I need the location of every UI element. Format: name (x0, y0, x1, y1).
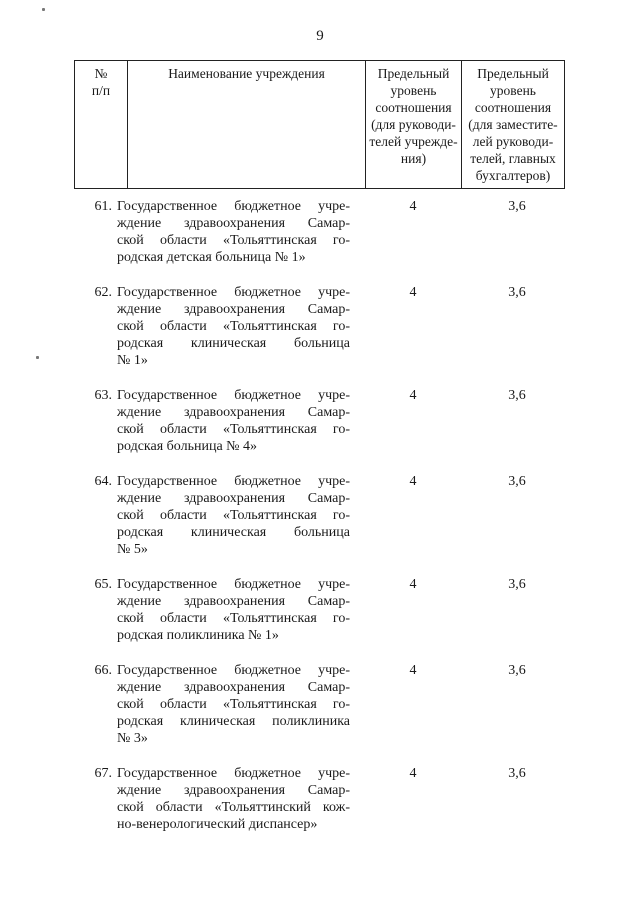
institution-name-line: ждение здравоохранения Самар- (117, 405, 350, 420)
table-row (74, 662, 574, 747)
institution-name (117, 198, 350, 266)
institution-name-line: Государственное бюджетное учре- (117, 766, 350, 781)
table-row (74, 198, 574, 266)
head-ratio-value: 4 (409, 388, 417, 403)
deputy-ratio-value: 3,6 (508, 663, 526, 678)
institution-name-line: Государственное бюджетное учре- (117, 577, 350, 592)
institution-name-line: Государственное бюджетное учре- (117, 285, 350, 300)
institution-name-line: ской области «Тольяттинская го- (117, 422, 350, 437)
table-row (74, 284, 574, 369)
institution-name-line: Государственное бюджетное учре- (117, 663, 350, 678)
deputy-ratio-value: 3,6 (508, 199, 526, 214)
institution-name-line: родская поликлиника № 1» (117, 628, 279, 643)
row-number: 63. (94, 388, 112, 403)
institution-name-line: ждение здравоохранения Самар- (117, 783, 350, 798)
institution-name-line: Государственное бюджетное учре- (117, 474, 350, 489)
deputy-ratio-value: 3,6 (508, 766, 526, 781)
row-number: 65. (94, 577, 112, 592)
row-number: 67. (94, 766, 112, 781)
institution-name (117, 662, 350, 747)
head-ratio-value: 4 (409, 766, 417, 781)
institution-name-line: ждение здравоохранения Самар- (117, 491, 350, 506)
row-number: 61. (94, 199, 112, 214)
deputy-ratio-value: 3,6 (508, 388, 526, 403)
institution-name-line: ской области «Тольяттинская го- (117, 319, 350, 334)
institution-name-line: № 5» (117, 542, 148, 557)
institution-name-line: ждение здравоохранения Самар- (117, 302, 350, 317)
institution-name-line: Государственное бюджетное учре- (117, 199, 350, 214)
header-name-label: Наименование учреждения (168, 66, 325, 81)
institution-name (117, 284, 350, 369)
institution-name-line: № 1» (117, 353, 148, 368)
head-ratio-value: 4 (409, 285, 417, 300)
page-number: 9 (316, 28, 324, 44)
institution-name-line: ждение здравоохранения Самар- (117, 216, 350, 231)
header-row (75, 61, 565, 189)
scan-speck (36, 356, 39, 359)
institution-name-line: родская клиническая поликлиника (117, 714, 350, 729)
table-header (74, 60, 565, 189)
institution-name (117, 473, 350, 558)
row-number: 66. (94, 663, 112, 678)
deputy-ratio-value: 3,6 (508, 285, 526, 300)
table-row (74, 473, 574, 558)
header-deputy-ratio-label: Предельный уровень соотношения (для заместите- лей руководи- телей, главных бухгалтеров) (468, 66, 558, 183)
institution-name-line: ской области «Тольяттинская го- (117, 697, 350, 712)
table-row (74, 387, 574, 455)
head-ratio-value: 4 (409, 474, 417, 489)
institution-name-line: но-венерологический диспансер» (117, 817, 318, 832)
institution-name-line: № 3» (117, 731, 148, 746)
institution-name (117, 387, 350, 455)
institution-name-line: ской области «Тольяттинская го- (117, 611, 350, 626)
row-number: 64. (94, 474, 112, 489)
deputy-ratio-value: 3,6 (508, 577, 526, 592)
institution-name (117, 765, 350, 833)
header-deputy-ratio (462, 61, 565, 189)
institution-name (117, 576, 350, 644)
head-ratio-value: 4 (409, 199, 417, 214)
institution-name-line: ской области «Тольяттинская го- (117, 508, 350, 523)
table-row (74, 765, 574, 833)
row-number: 62. (94, 285, 112, 300)
header-head-ratio (366, 61, 462, 189)
institution-name-line: ской области «Тольяттинская го- (117, 233, 350, 248)
header-num-label: № п/п (91, 66, 111, 98)
scan-speck (42, 8, 45, 11)
table-row (74, 576, 574, 644)
institution-name-line: ждение здравоохранения Самар- (117, 680, 350, 695)
institution-name-line: родская клиническая больница (117, 336, 350, 351)
institution-name-line: ской области «Тольяттинский кож- (117, 800, 350, 815)
institution-name-line: родская детская больница № 1» (117, 250, 306, 265)
table-body (74, 198, 574, 851)
institution-name-line: родская клиническая больница (117, 525, 350, 540)
institution-name-line: Государственное бюджетное учре- (117, 388, 350, 403)
header-num (75, 61, 128, 189)
head-ratio-value: 4 (409, 663, 417, 678)
deputy-ratio-value: 3,6 (508, 474, 526, 489)
institution-name-line: ждение здравоохранения Самар- (117, 594, 350, 609)
header-head-ratio-label: Предельный уровень соотношения (для руководи- телей учрежде- ния) (369, 66, 458, 166)
head-ratio-value: 4 (409, 577, 417, 592)
header-name (128, 61, 366, 189)
institution-name-line: родская больница № 4» (117, 439, 258, 454)
